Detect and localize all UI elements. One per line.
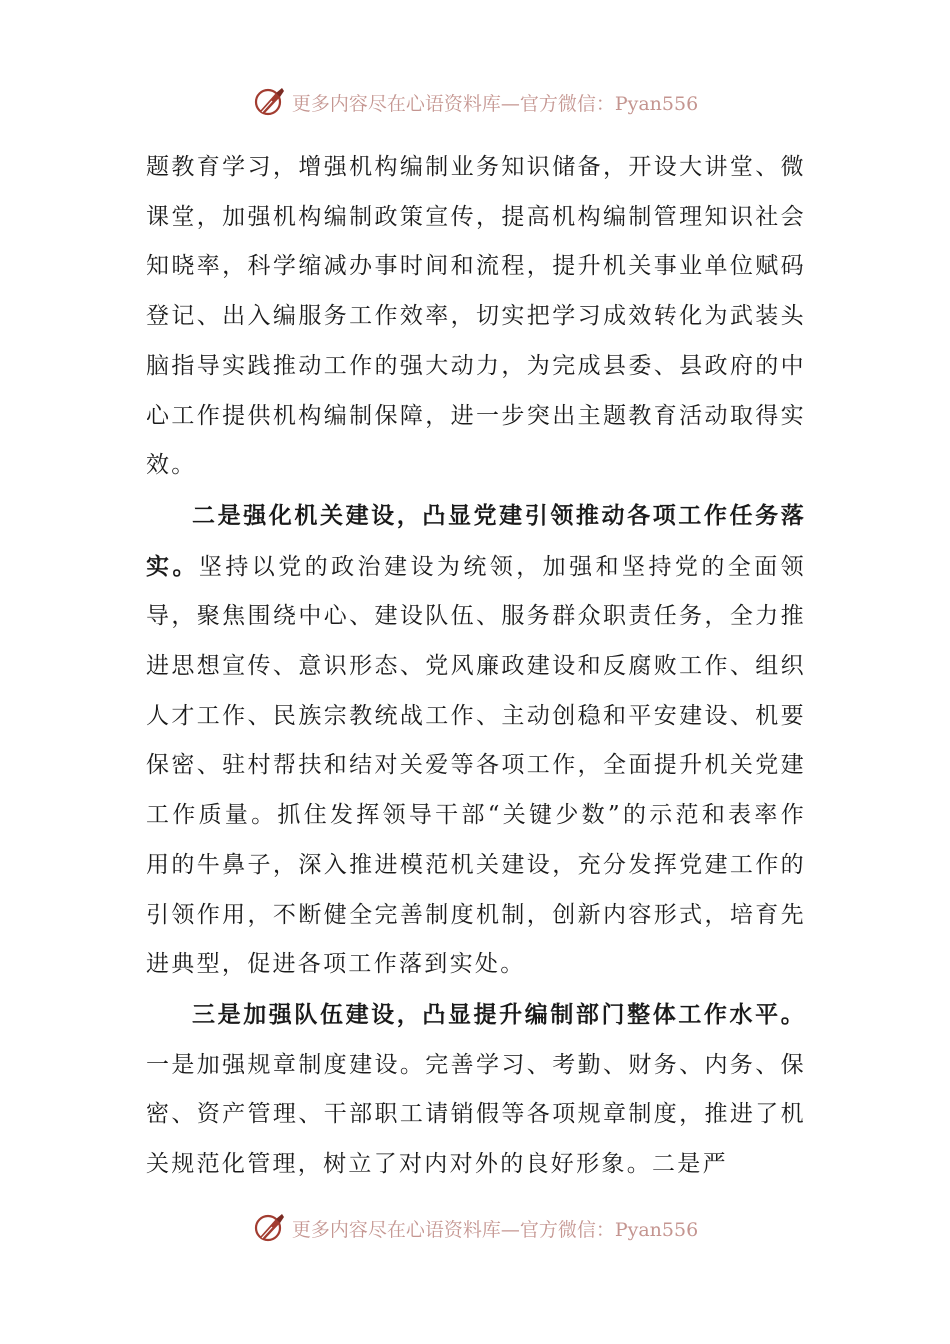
pen-nib-logo-icon: [252, 85, 286, 119]
footer-banner-text: 更多内容尽在心语资料库—官方微信：Pyan556: [291, 1218, 699, 1241]
paragraph-3-heading: 三是加强队伍建设，凸显提升编制部门整体工作水平。: [192, 1000, 806, 1028]
paragraph-2: [146, 491, 806, 990]
paragraph-1-text: 题教育学习，增强机构编制业务知识储备，开设大讲堂、微课堂，加强机构编制政策宣传，提高机构编制管理知识社会知晓率，科学缩减办事时间和流程，提升机关事业单位赋码登记、出入编服务工作效率，切实把学习成效转化为武装头脑指导实践推动工作的强大动力，为完成县委、县政府的中心工作提供机构编制保障，进一步突出主题教育活动取得实效。: [146, 154, 806, 479]
header-banner: [0, 82, 950, 122]
paragraph-2-text: 坚持以党的政治建设为统领，加强和坚持党的全面领导，聚焦围绕中心、建设队伍、服务群众职责任务，全力推进思想宣传、意识形态、党风廉政建设和反腐败工作、组织人才工作、民族宗教统战工作、主动创稳和平安建设、机要保密、驻村帮扶和结对关爱等各项工作，全面提升机关党建工作质量。抓住发挥领导干部“关键少数”的示范和表率作用的牛鼻子，深入推进模范机关建设，充分发挥党建工作的引领作用，不断健全完善制度机制，创新内容形式，培育先进典型，促进各项工作落到实处。: [146, 553, 806, 978]
paragraph-1: [146, 143, 806, 491]
header-banner-text: 更多内容尽在心语资料库—官方微信：Pyan556: [291, 92, 699, 115]
document-body: [146, 143, 806, 1190]
footer-banner: [0, 1208, 950, 1248]
paragraph-3-text: 一是加强规章制度建设。完善学习、考勤、财务、内务、保密、资产管理、干部职工请销假等各项规章制度，推进了机关规范化管理，树立了对内对外的良好形象。二是严: [146, 1051, 806, 1178]
paragraph-3: [146, 990, 806, 1190]
pen-nib-logo-icon: [252, 1211, 286, 1245]
paragraph-2-heading: 二是强化机关建设，凸显党建引领推动各项工作任务落实。: [146, 501, 806, 580]
